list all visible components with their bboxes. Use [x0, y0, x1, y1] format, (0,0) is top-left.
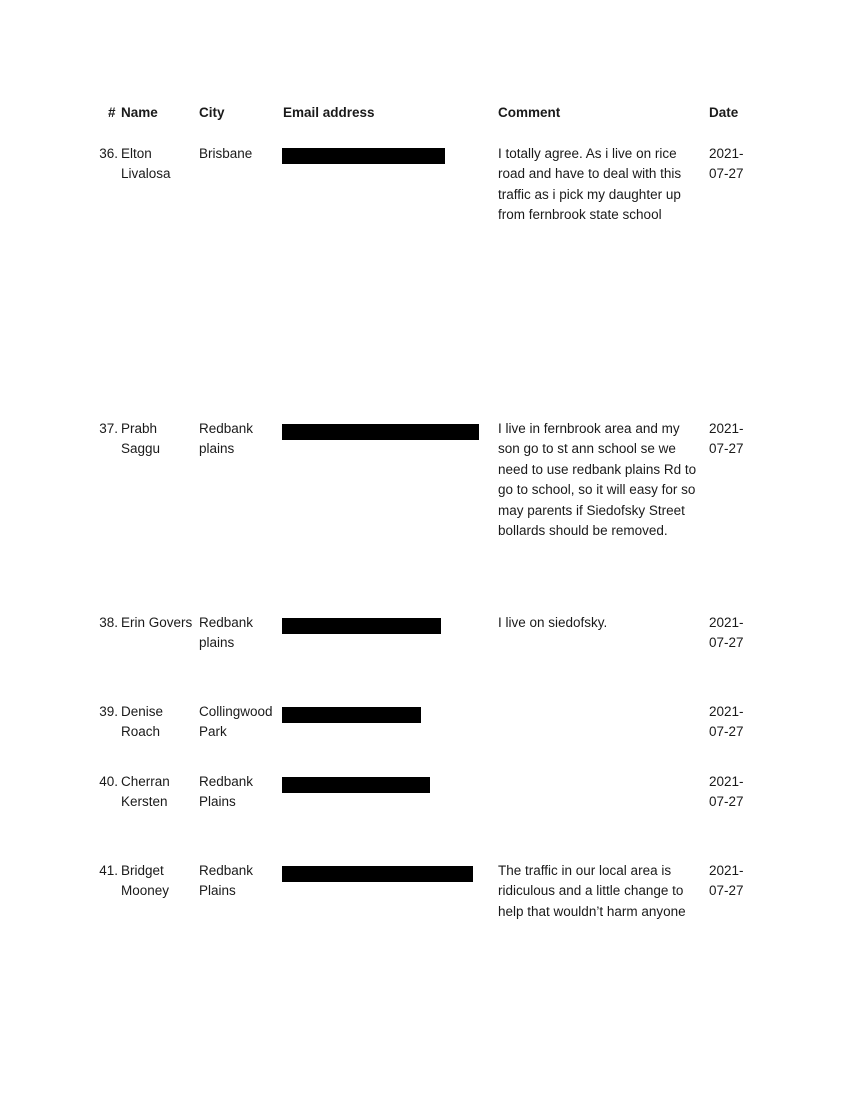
row-comment: I live in fernbrook area and my son go to st ann school se we need to use redbank plains Rd to go to school, so it will easy for so may parents if Siedofsky Street bollards should be removed. — [498, 421, 697, 539]
row-name: Elton Livalosa — [121, 146, 171, 182]
redacted-email — [282, 707, 421, 723]
row-date: 2021-07-27 — [709, 146, 744, 182]
header-city: City — [199, 105, 225, 120]
redacted-email — [282, 618, 441, 634]
row-comment: The traffic in our local area is ridiculous and a little change to help that wouldn’t harm anyone — [498, 863, 686, 919]
row-name: Prabh Saggu — [121, 421, 161, 457]
redacted-email — [282, 777, 430, 793]
row-number: 41. — [99, 863, 118, 878]
row-number: 39. — [99, 704, 118, 719]
row-name: Denise Roach — [121, 704, 164, 740]
redacted-email — [282, 424, 479, 440]
redacted-email — [282, 866, 473, 882]
header-date: Date — [709, 105, 739, 120]
header-number: # — [108, 105, 116, 120]
header-email: Email address — [283, 105, 375, 120]
row-city: Redbank plains — [199, 421, 254, 457]
row-city: Redbank Plains — [199, 774, 254, 810]
row-comment: I live on siedofsky. — [498, 615, 608, 630]
row-date: 2021-07-27 — [709, 615, 744, 651]
row-number: 37. — [99, 421, 118, 436]
row-name: Bridget Mooney — [121, 863, 170, 899]
row-date: 2021-07-27 — [709, 704, 744, 740]
redacted-email — [282, 148, 445, 164]
header-name: Name — [121, 105, 158, 120]
row-date: 2021-07-27 — [709, 774, 744, 810]
row-date: 2021-07-27 — [709, 421, 744, 457]
row-number: 38. — [99, 615, 118, 630]
row-comment: I totally agree. As i live on rice road and have to deal with this traffic as i pick my daughter up from fernbrook state school — [498, 146, 682, 223]
header-comment: Comment — [498, 105, 561, 120]
row-number: 36. — [99, 146, 118, 161]
row-city: Collingwood Park — [199, 704, 273, 740]
row-city: Redbank plains — [199, 615, 254, 651]
row-date: 2021-07-27 — [709, 863, 744, 899]
row-city: Brisbane — [199, 146, 253, 161]
row-city: Redbank Plains — [199, 863, 254, 899]
row-name: Erin Govers — [121, 615, 193, 630]
row-name: Cherran Kersten — [121, 774, 170, 810]
row-number: 40. — [99, 774, 118, 789]
